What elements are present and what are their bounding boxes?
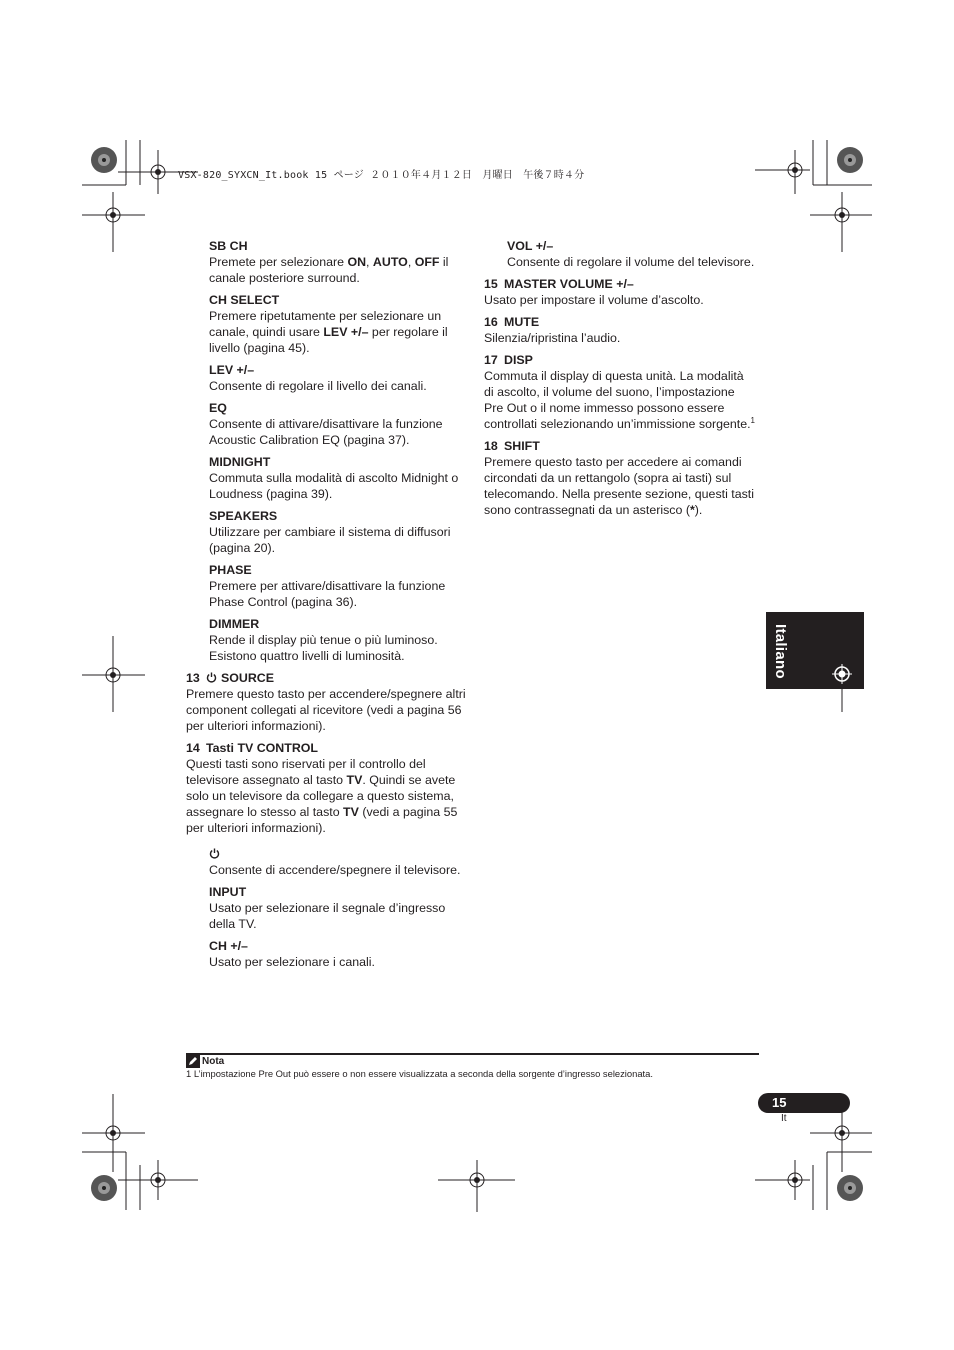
entry-heading <box>484 352 756 368</box>
entry-number: 16 <box>484 315 498 329</box>
entry-title: DIMMER <box>209 617 260 631</box>
entry-title: PHASE <box>209 563 252 577</box>
entry-heading <box>209 292 466 308</box>
right-column <box>484 238 756 524</box>
entry-title: MASTER VOLUME +/– <box>504 277 634 291</box>
left-column <box>186 238 466 976</box>
entry-description: Usato per impostare il volume d’ascolto. <box>484 293 704 307</box>
entry-title: Tasti TV CONTROL <box>206 741 318 755</box>
entry-heading <box>186 740 466 756</box>
entry-description: Consente di regolare il volume del televisore. <box>507 255 755 269</box>
entry-master-volume <box>484 276 756 308</box>
entry-number: 18 <box>484 439 498 453</box>
entry-description: Premere per attivare/disattivare la funzione Phase Control (pagina 36). <box>209 579 446 609</box>
entry-speakers <box>186 508 466 556</box>
entry-lev <box>186 362 466 394</box>
language-tab-label: Italiano <box>772 624 789 679</box>
entry-description: Usato per selezionare il segnale d’ingresso della TV. <box>209 901 446 931</box>
entry-heading <box>209 454 466 470</box>
entry-title: VOL +/– <box>507 239 554 253</box>
entry-heading <box>209 562 466 578</box>
entry-heading <box>484 276 756 292</box>
entry-power <box>186 846 466 878</box>
entry-description: Premete per selezionare ON, AUTO, OFF il canale posteriore surround. <box>209 255 449 285</box>
entry-heading <box>209 846 466 862</box>
entry-tasti-tv-control <box>186 740 466 836</box>
entry-vol <box>484 238 756 270</box>
entry-title: DISP <box>504 353 533 367</box>
entry-description: Utilizzare per cambiare il sistema di diffusori (pagina 20). <box>209 525 451 555</box>
entry-title: CH SELECT <box>209 293 280 307</box>
entry-description: Consente di accendere/spegnere il televisore. <box>209 863 461 877</box>
entry-description: Premere questo tasto per accedere ai comandi circondati da un rettangolo (sopra ai tasti) sul telecomando. Nella presente sezione, questi tasti sono contrassegnati da un asterisco (*). <box>484 455 754 517</box>
page-number-badge <box>758 1093 850 1113</box>
entry-number: 13 <box>186 671 200 685</box>
entry-heading <box>484 314 756 330</box>
book-file-header: VSX-820_SYXCN_It.book 15 ページ ２０１０年４月１２日 月曜日 午後７時４分 <box>178 170 585 181</box>
entry-ch-select <box>186 292 466 356</box>
entry-title: SPEAKERS <box>209 509 278 523</box>
entry-description: Silenzia/ripristina l’audio. <box>484 331 621 345</box>
entry-heading <box>209 362 466 378</box>
entry-heading <box>209 884 466 900</box>
entry-title: CH +/– <box>209 939 248 953</box>
note-heading-label: Nota <box>202 1056 225 1067</box>
entry-heading <box>484 438 756 454</box>
entry-disp <box>484 352 756 432</box>
entry-title: EQ <box>209 401 227 415</box>
entry-sb-ch <box>186 238 466 286</box>
entry-shift <box>484 438 756 518</box>
language-side-tab <box>766 612 864 689</box>
entry-description: Commuta il display di questa unità. La modalità di ascolto, il volume del suono, l’impostazione Pre Out o il nome immesso possono essere controllati selezionando un’immissione sorgente.$^1$ <box>484 369 755 431</box>
entry-heading <box>507 238 756 254</box>
entry-eq <box>186 400 466 448</box>
entry-title: SOURCE <box>221 671 275 685</box>
note-heading <box>186 1055 224 1068</box>
page-number: 15 <box>772 1095 787 1110</box>
entry-input <box>186 884 466 932</box>
power-icon <box>206 672 217 683</box>
entry-description: Commuta sulla modalità di ascolto Midnight o Loudness (pagina 39). <box>209 471 459 501</box>
entry-heading <box>209 508 466 524</box>
entry-title: SHIFT <box>504 439 540 453</box>
entry-dimmer <box>186 616 466 664</box>
entry-description: Questi tasti sono riservati per il controllo del televisore assegnato al tasto TV. Quindi se avete solo un televisore da collegare a questo sistema, assegnare lo stesso al tasto TV (vedi a pagina 55 per ulteriori informazioni). <box>186 757 458 835</box>
entry-title: INPUT <box>209 885 247 899</box>
entry-title: MUTE <box>504 315 540 329</box>
entry-title: LEV +/– <box>209 363 255 377</box>
entry-description: Consente di regolare il livello dei canali. <box>209 379 427 393</box>
entry-heading <box>209 238 466 254</box>
language-code: It <box>781 1113 787 1124</box>
entry-heading <box>209 938 466 954</box>
entry-description: Premere questo tasto per accendere/spegnere altri component collegati al ricevitore (vedi a pagina 56 per ulteriori informazioni). <box>186 687 466 733</box>
entry-number: 17 <box>484 353 498 367</box>
entry-title: SB CH <box>209 239 248 253</box>
entry-heading <box>209 400 466 416</box>
footnote-text: 1 L’impostazione Pre Out può essere o non essere visualizzata a seconda della sorgente d’ingresso selezionata. <box>186 1068 653 1079</box>
entry-title: MIDNIGHT <box>209 455 271 469</box>
note-divider <box>186 1053 759 1055</box>
entry-source <box>186 670 466 734</box>
entry-description: Premere ripetutamente per selezionare un canale, quindi usare LEV +/– per regolare il livello (pagina 45). <box>209 309 448 355</box>
power-icon <box>209 848 220 859</box>
entry-mute <box>484 314 756 346</box>
entry-number: 14 <box>186 741 200 755</box>
note-pencil-icon <box>186 1055 200 1068</box>
entry-heading <box>209 616 466 632</box>
registration-target-icon <box>832 664 852 684</box>
entry-ch <box>186 938 466 970</box>
entry-description: Rende il display più tenue o più luminoso. Esistono quattro livelli di luminosità. <box>209 633 438 663</box>
entry-number: 15 <box>484 277 498 291</box>
entry-phase <box>186 562 466 610</box>
entry-description: Usato per selezionare i canali. <box>209 955 375 969</box>
entry-description: Consente di attivare/disattivare la funzione Acoustic Calibration EQ (pagina 37). <box>209 417 443 447</box>
entry-midnight <box>186 454 466 502</box>
entry-heading <box>186 670 466 686</box>
